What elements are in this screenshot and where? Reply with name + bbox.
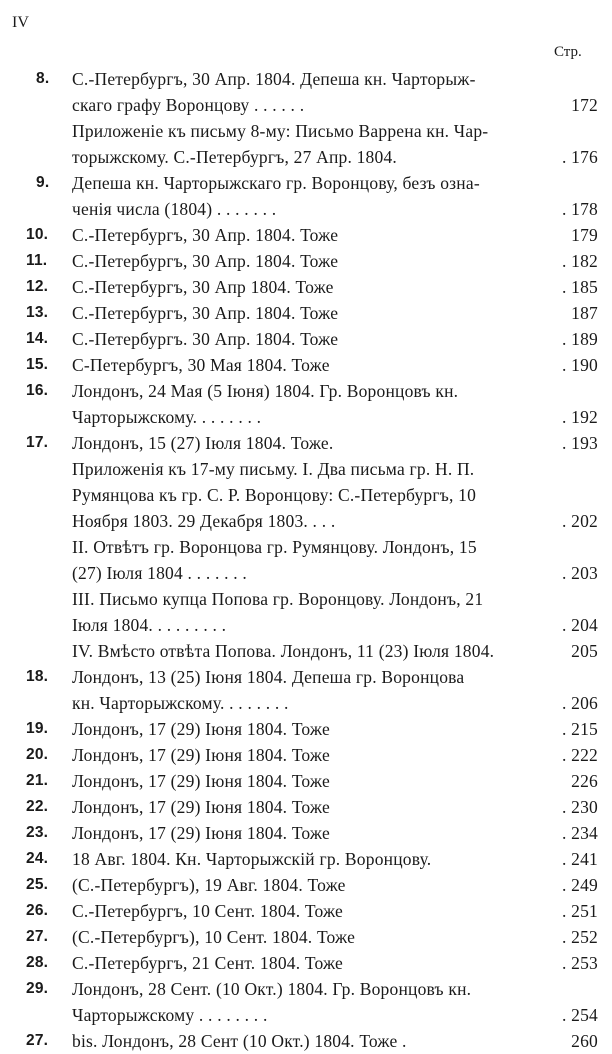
entry-text: С.-Петербургъ, 21 Сент. 1804. Тоже bbox=[72, 953, 344, 973]
entry-page: . 234 bbox=[562, 823, 598, 843]
entry-text: Депеша кн. Чарторыжскаго гр. Воронцову, безъ озна- bbox=[72, 173, 480, 193]
toc-line bbox=[0, 274, 612, 300]
entry-text: Румянцова къ гр. С. Р. Воронцову: С.-Петербургъ, 10 bbox=[72, 485, 477, 505]
entry-page: . 190 bbox=[562, 355, 598, 375]
toc-line bbox=[0, 456, 612, 482]
entry-number: 8. bbox=[36, 70, 50, 87]
entry-text: С.-Петербургъ, 30 Апр. 1804. Тоже bbox=[72, 251, 339, 271]
entry-number: 23. bbox=[26, 824, 49, 841]
entry-number: 19. bbox=[26, 720, 49, 737]
entry-page: . 204 bbox=[562, 615, 598, 635]
toc-line bbox=[0, 196, 612, 222]
toc-line bbox=[0, 300, 612, 326]
entry-text: Лондонъ, 17 (29) Іюня 1804. Тоже bbox=[72, 797, 330, 817]
entry-number: 27. bbox=[26, 928, 49, 945]
entry-text: Лондонъ, 24 Мая (5 Іюня) 1804. Гр. Воронцовъ кн. bbox=[72, 381, 459, 401]
entry-page: . 189 bbox=[562, 329, 598, 349]
entry-text: Приложенія къ 17-му письму. І. Два письма гр. Н. П. bbox=[72, 459, 475, 479]
toc-line bbox=[0, 118, 612, 144]
toc-line bbox=[0, 144, 612, 170]
toc-line bbox=[0, 66, 612, 92]
entry-page: . 215 bbox=[562, 719, 598, 739]
entry-text: С-Петербургъ, 30 Мая 1804. Тоже bbox=[72, 355, 330, 375]
toc-line bbox=[0, 430, 612, 456]
toc-line bbox=[0, 690, 612, 716]
entry-page: 205 bbox=[571, 641, 598, 661]
page-column-header: Стр. bbox=[554, 44, 582, 60]
entry-text: Чарторыжскому. . . . . . . . bbox=[72, 407, 262, 427]
toc-line bbox=[0, 976, 612, 1002]
entry-text: (27) Іюля 1804 . . . . . . . bbox=[72, 563, 248, 583]
entry-page: . 254 bbox=[562, 1005, 598, 1025]
entry-text: С.-Петербургъ, 30 Апр. 1804. Тоже bbox=[72, 303, 339, 323]
entry-number: 17. bbox=[26, 434, 49, 451]
entry-text: торыжскому. С.-Петербургъ, 27 Апр. 1804. bbox=[72, 147, 397, 167]
entry-number: 11. bbox=[26, 252, 48, 269]
entry-number: 26. bbox=[26, 902, 49, 919]
entry-number: 18. bbox=[26, 668, 49, 685]
entry-text: ченія числа (1804) . . . . . . . bbox=[72, 199, 277, 219]
entry-page: . 192 bbox=[562, 407, 598, 427]
toc-line bbox=[0, 742, 612, 768]
toc-line bbox=[0, 924, 612, 950]
entry-page: . 222 bbox=[562, 745, 598, 765]
toc-line bbox=[0, 560, 612, 586]
table-of-contents bbox=[0, 66, 612, 1054]
toc-line bbox=[0, 664, 612, 690]
toc-line bbox=[0, 950, 612, 976]
toc-line bbox=[0, 898, 612, 924]
entry-number: 13. bbox=[26, 304, 49, 321]
entry-text: II. Отвѣтъ гр. Воронцова гр. Румянцову. Лондонъ, 15 bbox=[72, 537, 477, 557]
entry-page: 179 bbox=[571, 225, 598, 245]
toc-line bbox=[0, 716, 612, 742]
entry-text: Приложеніе къ письму 8-му: Письмо Варрена кн. Чар- bbox=[72, 121, 489, 141]
entry-text: (С.-Петербургъ), 10 Сент. 1804. Тоже bbox=[72, 927, 356, 947]
toc-line bbox=[0, 612, 612, 638]
entry-page: . 230 bbox=[562, 797, 598, 817]
entry-number: 9. bbox=[36, 174, 50, 191]
entry-text: Чарторыжскому . . . . . . . . bbox=[72, 1005, 268, 1025]
entry-number: 10. bbox=[26, 226, 49, 243]
entry-page: . 253 bbox=[562, 953, 598, 973]
entry-number: 15. bbox=[26, 356, 49, 373]
toc-line bbox=[0, 794, 612, 820]
entry-page: . 182 bbox=[562, 251, 598, 271]
entry-number: 27. bbox=[26, 1032, 49, 1049]
entry-number: 22. bbox=[26, 798, 49, 815]
entry-text: С.-Петербургъ. 30 Апр. 1804. Тоже bbox=[72, 329, 339, 349]
entry-page: . 176 bbox=[562, 147, 598, 167]
toc-line bbox=[0, 378, 612, 404]
entry-number: 12. bbox=[26, 278, 49, 295]
entry-text: С.-Петербургъ, 30 Апр 1804. Тоже bbox=[72, 277, 334, 297]
page-number: IV bbox=[12, 14, 29, 31]
toc-line bbox=[0, 586, 612, 612]
entry-text: С.-Петербургъ, 10 Сент. 1804. Тоже bbox=[72, 901, 344, 921]
entry-page: . 178 bbox=[562, 199, 598, 219]
entry-text: Лондонъ, 17 (29) Іюня 1804. Тоже bbox=[72, 823, 330, 843]
entry-text: (С.-Петербургъ), 19 Авг. 1804. Тоже bbox=[72, 875, 346, 895]
entry-page: 226 bbox=[571, 771, 598, 791]
entry-text: Іюля 1804. . . . . . . . . bbox=[72, 615, 227, 635]
entry-text: скаго графу Воронцову . . . . . . bbox=[72, 95, 305, 115]
entry-page: . 249 bbox=[562, 875, 598, 895]
entry-text: С.-Петербургъ, 30 Апр. 1804. Тоже bbox=[72, 225, 339, 245]
entry-number: 25. bbox=[26, 876, 49, 893]
toc-line bbox=[0, 222, 612, 248]
entry-number: 16. bbox=[26, 382, 49, 399]
entry-text: Лондонъ, 15 (27) Іюля 1804. Тоже. bbox=[72, 433, 334, 453]
toc-line bbox=[0, 1002, 612, 1028]
toc-line bbox=[0, 482, 612, 508]
toc-line bbox=[0, 638, 612, 664]
entry-page: 172 bbox=[571, 95, 598, 115]
toc-line bbox=[0, 170, 612, 196]
toc-line bbox=[0, 534, 612, 560]
toc-line bbox=[0, 846, 612, 872]
entry-text: Лондонъ, 13 (25) Іюня 1804. Депеша гр. Воронцова bbox=[72, 667, 465, 687]
entry-number: 14. bbox=[26, 330, 49, 347]
entry-page: . 202 bbox=[562, 511, 598, 531]
entry-text: С.-Петербургъ, 30 Апр. 1804. Депеша кн. Чарторыж- bbox=[72, 69, 476, 89]
entry-text: IV. Вмѣсто отвѣта Попова. Лондонъ, 11 (23) Іюля 1804. bbox=[72, 641, 495, 661]
entry-page: . 251 bbox=[562, 901, 598, 921]
entry-number: 28. bbox=[26, 954, 49, 971]
toc-line bbox=[0, 404, 612, 430]
entry-text: Ноября 1803. 29 Декабря 1803. . . . bbox=[72, 511, 336, 531]
toc-line bbox=[0, 352, 612, 378]
entry-text: III. Письмо купца Попова гр. Воронцову. Лондонъ, 21 bbox=[72, 589, 484, 609]
toc-line bbox=[0, 92, 612, 118]
entry-page: . 206 bbox=[562, 693, 598, 713]
toc-line bbox=[0, 768, 612, 794]
entry-text: Лондонъ, 17 (29) Іюня 1804. Тоже bbox=[72, 745, 330, 765]
toc-line bbox=[0, 872, 612, 898]
entry-text: кн. Чарторыжскому. . . . . . . . bbox=[72, 693, 289, 713]
toc-line bbox=[0, 1028, 612, 1054]
toc-line bbox=[0, 820, 612, 846]
entry-page: . 241 bbox=[562, 849, 598, 869]
entry-text: bis. Лондонъ, 28 Сент (10 Окт.) 1804. Тоже . bbox=[72, 1031, 407, 1051]
entry-page: . 203 bbox=[562, 563, 598, 583]
toc-line bbox=[0, 326, 612, 352]
entry-number: 21. bbox=[26, 772, 49, 789]
entry-number: 29. bbox=[26, 980, 49, 997]
entry-page: 187 bbox=[571, 303, 598, 323]
entry-text: 18 Авг. 1804. Кн. Чарторыжскій гр. Воронцову. bbox=[72, 849, 432, 869]
entry-page: . 193 bbox=[562, 433, 598, 453]
entry-number: 20. bbox=[26, 746, 49, 763]
entry-text: Лондонъ, 17 (29) Іюня 1804. Тоже bbox=[72, 771, 330, 791]
entry-page: . 252 bbox=[562, 927, 598, 947]
entry-page: 260 bbox=[571, 1031, 598, 1051]
entry-text: Лондонъ, 28 Сент. (10 Окт.) 1804. Гр. Воронцовъ кн. bbox=[72, 979, 472, 999]
entry-page: . 185 bbox=[562, 277, 598, 297]
toc-line bbox=[0, 508, 612, 534]
toc-line bbox=[0, 248, 612, 274]
entry-number: 24. bbox=[26, 850, 49, 867]
entry-text: Лондонъ, 17 (29) Іюня 1804. Тоже bbox=[72, 719, 330, 739]
